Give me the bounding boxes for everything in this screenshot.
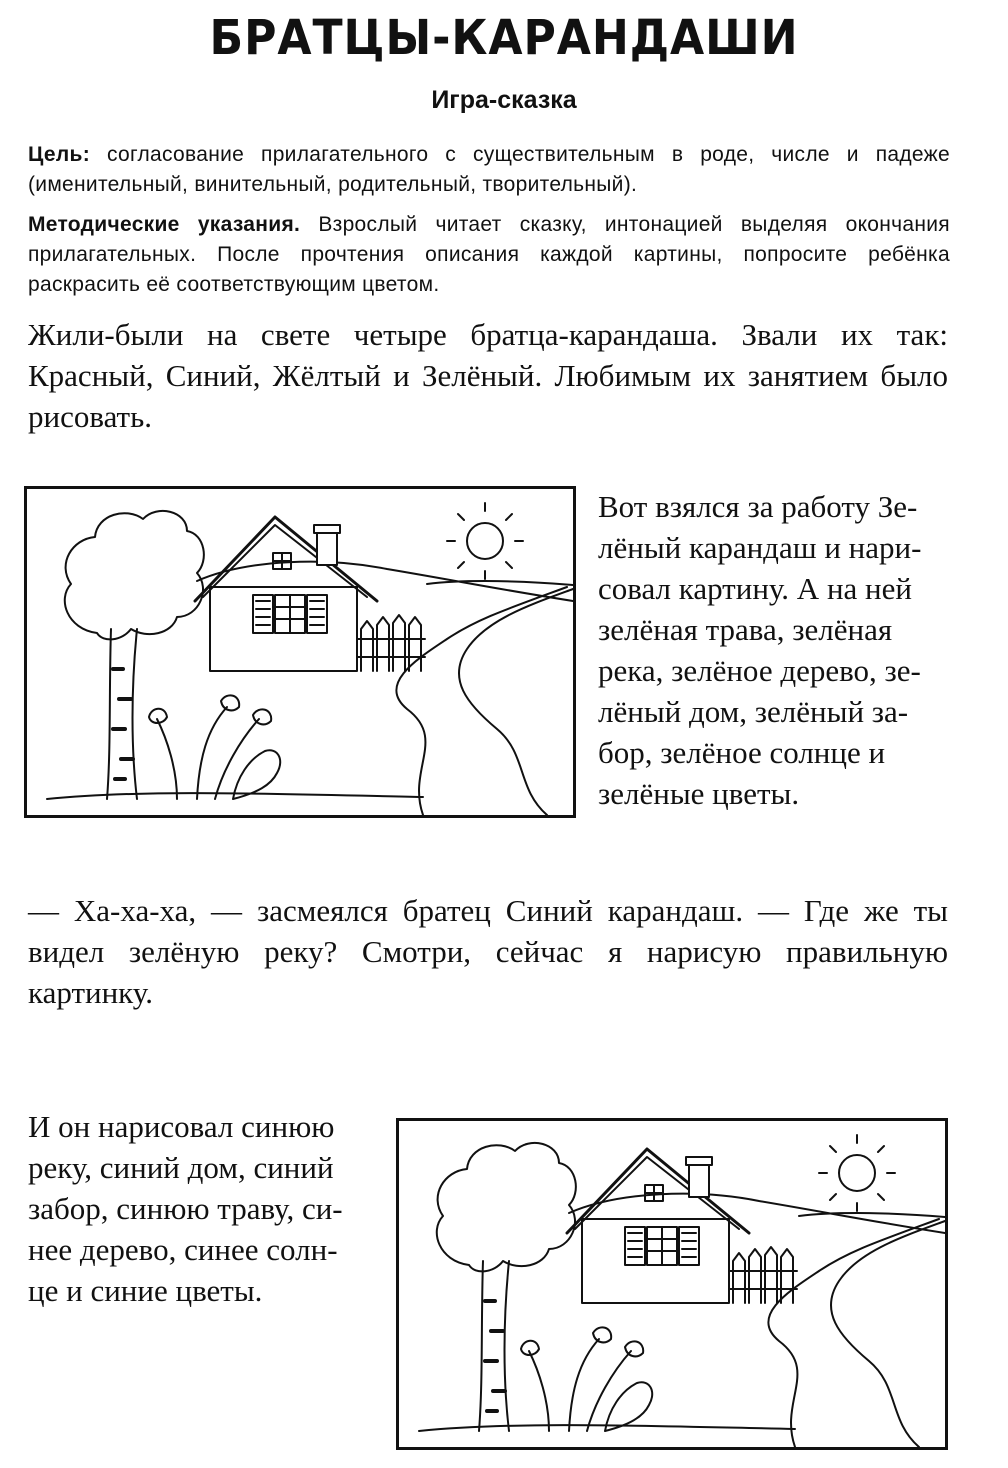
scene-drawing (399, 1121, 945, 1447)
method-text: Взрослый читает сказку, интонацией выделяя окончания прилагательных. После прочтения описания каждой картины, попросите ребёнка раскрасить её соответствующим цветом. (28, 213, 950, 296)
story-blue-line: И он нарисовал синюю (28, 1109, 335, 1144)
story-green-line: лёный карандаш и нари- (598, 530, 922, 565)
scene-drawing (27, 489, 573, 815)
story-green-line: совал картину. А на ней (598, 571, 912, 606)
illustration-green (24, 486, 576, 818)
goal-label: Цель: (28, 143, 91, 166)
story-green-line: лёный дом, зелёный за- (598, 694, 909, 729)
story-blue-line: забор, синюю траву, си- (28, 1191, 343, 1226)
story-blue-line: реку, синий дом, синий (28, 1150, 334, 1185)
story-intro: Жили-были на свете четыре братца-карандаша. Звали их так: Красный, Синий, Жёлтый и Зелёный. Любимым их занятием было рисовать. (28, 317, 948, 434)
story-green-line: бор, зелёное солнце и (598, 735, 886, 770)
story-blue-line: це и синие цветы. (28, 1273, 263, 1308)
goal-text: согласование прилагательного с существительным в роде, числе и падеже (именительный, винительный, родительный, творительный). (28, 143, 951, 196)
page-title: БРАТЦЫ-КАРАНДАШИ (209, 10, 799, 66)
story-blue-laugh: — Ха-ха-ха, — засмеялся братец Синий карандаш. — Где же ты видел зелёную реку? Смотри, сейчас я нарисую правильную картинку. (28, 893, 948, 1010)
illustration-blue (396, 1118, 948, 1450)
story-green (598, 486, 950, 814)
story-green-line: зелёные цветы. (598, 776, 800, 811)
method-paragraph (28, 210, 950, 300)
story-green-line: зелёная трава, зелёная (598, 612, 893, 647)
page-subtitle: Игра-сказка (431, 86, 577, 114)
story-blue (28, 1106, 376, 1311)
story-green-line: Вот взялся за работу Зе- (598, 489, 918, 524)
method-label: Методические указания. (28, 213, 301, 236)
story-blue-line: нее дерево, синее солн- (28, 1232, 338, 1267)
story-green-line: река, зелёное дерево, зе- (598, 653, 921, 688)
goal-paragraph (28, 140, 950, 200)
